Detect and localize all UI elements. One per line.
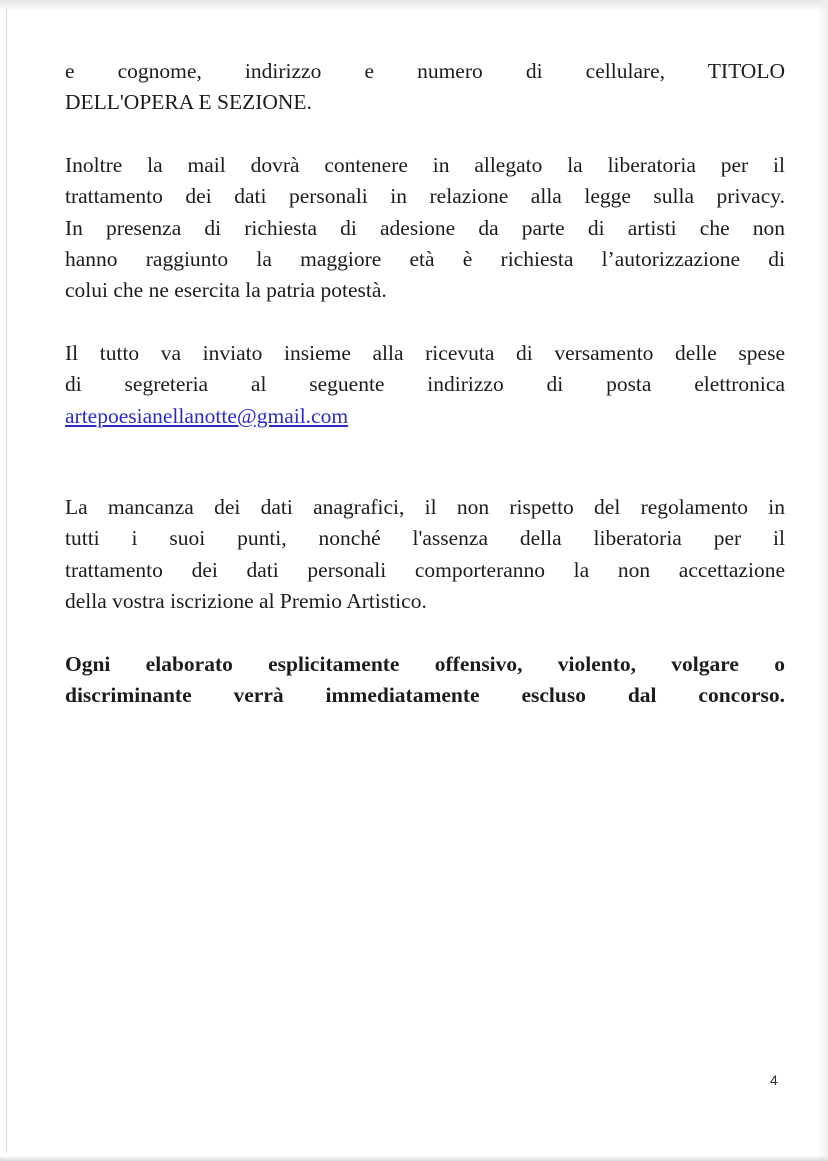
text-line: di segreteria al seguente indirizzo di posta elettronica	[65, 372, 785, 397]
email-link[interactable]: artepoesianellanotte@gmail.com	[65, 403, 349, 428]
page-edge-right	[818, 0, 828, 1161]
text-line: Il tutto va inviato insieme alla ricevuta di versamento delle spese	[65, 340, 785, 365]
text-line: La mancanza dei dati anagrafici, il non rispetto del regolamento in	[65, 495, 785, 520]
paragraph-rejection-conditions	[65, 492, 785, 618]
text-line: e cognome, indirizzo e numero di cellulare, TITOLO	[65, 59, 785, 83]
page-edge-top	[0, 0, 828, 12]
document-body	[65, 56, 785, 743]
paragraph-send-instructions	[65, 338, 785, 432]
text-line: hanno raggiunto la maggiore età è richiesta l’autorizzazione di	[65, 247, 785, 272]
text-line: discriminante verrà immediatamente escluso dal concorso.	[65, 683, 785, 708]
text-line: colui che ne esercita la patria potestà.	[65, 278, 387, 303]
paragraph-exclusion-warning	[65, 649, 785, 712]
paragraph-privacy	[65, 150, 785, 307]
text-line: In presenza di richiesta di adesione da parte di artisti che non	[65, 215, 785, 240]
text-line: trattamento dei dati personali comporteranno la non accettazione	[65, 557, 785, 582]
paragraph-title-info	[65, 56, 785, 119]
text-line: della vostra iscrizione al Premio Artistico.	[65, 589, 427, 614]
page-number: 4	[770, 1072, 778, 1088]
text-line: Ogni elaborato esplicitamente offensivo, violento, volgare o	[65, 651, 785, 676]
page-edge-bottom	[0, 1156, 828, 1161]
text-line: tutti i suoi punti, nonché l'assenza della liberatoria per il	[65, 526, 785, 551]
text-line: DELL'OPERA E SEZIONE.	[65, 90, 312, 115]
text-line: trattamento dei dati personali in relazione alla legge sulla privacy.	[65, 184, 785, 209]
text-line: Inoltre la mail dovrà contenere in allegato la liberatoria per il	[65, 152, 785, 177]
text-line	[65, 401, 785, 432]
page-edge-left	[6, 8, 7, 1153]
